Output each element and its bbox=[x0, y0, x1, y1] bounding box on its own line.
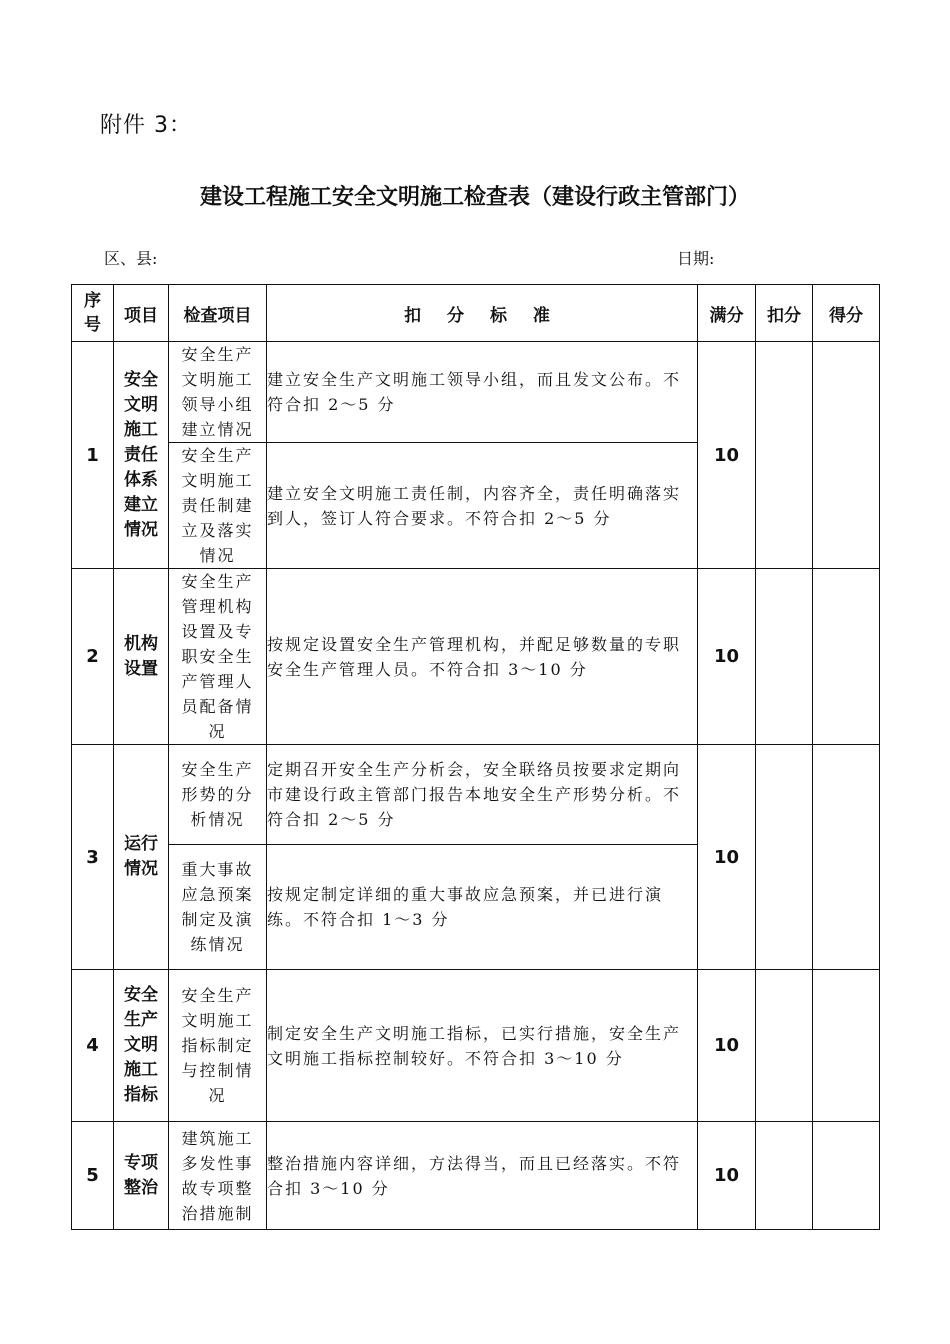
seq-cell: 4 bbox=[72, 970, 114, 1122]
standard-cell: 按规定设置安全生产管理机构，并配足够数量的专职安全生产管理人员。不符合扣 3～10 分 bbox=[267, 569, 698, 745]
col-header-deduction: 扣分 bbox=[756, 285, 813, 342]
district-label: 区、县: bbox=[104, 249, 158, 268]
col-header-seq: 序号 bbox=[72, 285, 114, 342]
deduction-cell[interactable] bbox=[756, 569, 813, 745]
score-cell[interactable] bbox=[813, 970, 880, 1122]
category-cell: 机构设置 bbox=[114, 569, 169, 745]
inspection-table bbox=[71, 284, 880, 1230]
table-row bbox=[72, 342, 880, 443]
col-header-full-score: 满分 bbox=[698, 285, 756, 342]
deduction-cell[interactable] bbox=[756, 342, 813, 569]
deduction-cell[interactable] bbox=[756, 745, 813, 970]
score-cell[interactable] bbox=[813, 342, 880, 569]
col-header-check-item: 检查项目 bbox=[169, 285, 267, 342]
score-cell[interactable] bbox=[813, 1122, 880, 1230]
date-label: 日期: bbox=[677, 249, 715, 268]
standard-cell: 建立安全生产文明施工领导小组，而且发文公布。不符合扣 2～5 分 bbox=[267, 342, 698, 443]
table-row bbox=[72, 569, 880, 745]
standard-cell: 制定安全生产文明施工指标，已实行措施，安全生产文明施工指标控制较好。不符合扣 3～10 分 bbox=[267, 970, 698, 1122]
category-cell: 运行情况 bbox=[114, 745, 169, 970]
check-item-cell: 安全生产管理机构设置及专职安全生产管理人员配备情况 bbox=[169, 569, 267, 745]
full-score-cell: 10 bbox=[698, 342, 756, 569]
col-header-category: 项目 bbox=[114, 285, 169, 342]
check-item-cell: 安全生产文明施工责任制建立及落实情况 bbox=[169, 443, 267, 569]
score-cell[interactable] bbox=[813, 745, 880, 970]
full-score-cell: 10 bbox=[698, 1122, 756, 1230]
table-row bbox=[72, 970, 880, 1122]
attachment-label: 附件 3： bbox=[100, 113, 192, 138]
check-item-cell: 安全生产形势的分析情况 bbox=[169, 745, 267, 845]
seq-cell: 5 bbox=[72, 1122, 114, 1230]
seq-cell: 2 bbox=[72, 569, 114, 745]
check-item-cell: 重大事故应急预案制定及演练情况 bbox=[169, 845, 267, 970]
standard-cell: 整治措施内容详细，方法得当，而且已经落实。不符合扣 3～10 分 bbox=[267, 1122, 698, 1230]
col-header-score: 得分 bbox=[813, 285, 880, 342]
deduction-cell[interactable] bbox=[756, 1122, 813, 1230]
col-header-deduction-standard: 扣 分 标 准 bbox=[267, 285, 698, 342]
seq-cell: 1 bbox=[72, 342, 114, 569]
deduction-cell[interactable] bbox=[756, 970, 813, 1122]
full-score-cell: 10 bbox=[698, 569, 756, 745]
standard-cell: 定期召开安全生产分析会，安全联络员按要求定期向市建设行政主管部门报告本地安全生产形势分析。不符合扣 2～5 分 bbox=[267, 745, 698, 845]
standard-cell: 建立安全文明施工责任制，内容齐全，责任明确落实到人，签订人符合要求。不符合扣 2～5 分 bbox=[267, 443, 698, 569]
standard-cell: 按规定制定详细的重大事故应急预案，并已进行演练。不符合扣 1～3 分 bbox=[267, 845, 698, 970]
category-cell: 专项整治 bbox=[114, 1122, 169, 1230]
score-cell[interactable] bbox=[813, 569, 880, 745]
category-cell: 安全生产文明施工指标 bbox=[114, 970, 169, 1122]
full-score-cell: 10 bbox=[698, 970, 756, 1122]
check-item-cell: 建筑施工多发性事故专项整治措施制 bbox=[169, 1122, 267, 1230]
seq-cell: 3 bbox=[72, 745, 114, 970]
full-score-cell: 10 bbox=[698, 745, 756, 970]
category-cell: 安全文明施工责任体系建立情况 bbox=[114, 342, 169, 569]
page-title: 建设工程施工安全文明施工检查表（建设行政主管部门） bbox=[199, 185, 750, 210]
check-item-cell: 安全生产文明施工指标制定与控制情况 bbox=[169, 970, 267, 1122]
check-item-cell: 安全生产文明施工领导小组建立情况 bbox=[169, 342, 267, 443]
table-row bbox=[72, 1122, 880, 1230]
header-row bbox=[72, 285, 880, 342]
table-row bbox=[72, 745, 880, 845]
